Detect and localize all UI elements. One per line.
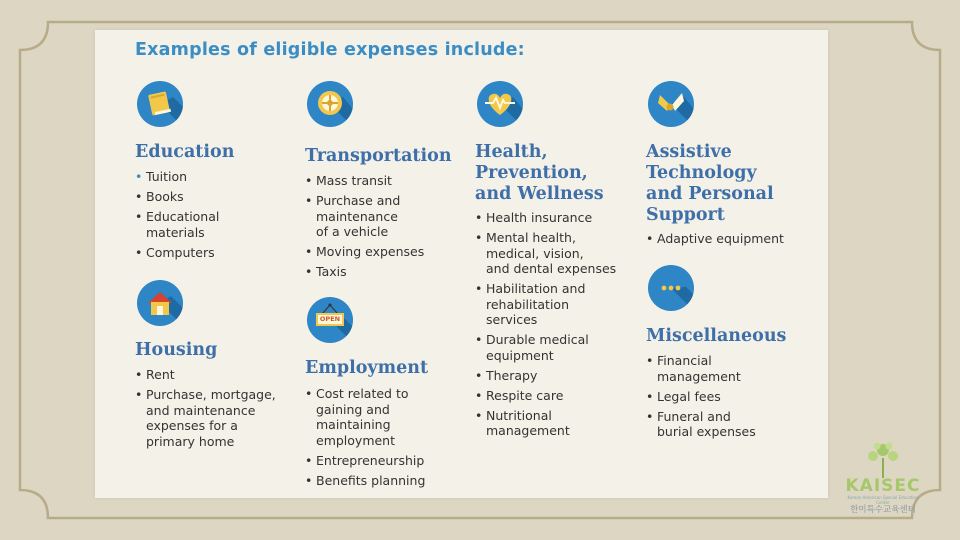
book-icon xyxy=(137,81,183,127)
category-title-housing: Housing xyxy=(135,340,218,360)
list-item: • Taxis xyxy=(305,264,465,280)
open-sign-text: OPEN xyxy=(319,315,341,323)
list-item: • Books xyxy=(135,189,295,205)
category-title-transportation: Transportation xyxy=(305,146,452,166)
logo-korean: 한미특수교육센터 xyxy=(850,505,916,515)
list-item: • Moving expenses xyxy=(305,244,465,260)
list-health xyxy=(475,210,640,443)
list-item: • Habilitation and rehabilitation services xyxy=(475,281,640,328)
logo-subtitle: Korean American Special Education Center xyxy=(847,495,919,505)
category-title-education: Education xyxy=(135,142,235,162)
list-item: • Mental health, medical, vision, and dental expenses xyxy=(475,230,640,277)
page-heading: Examples of eligible expenses include: xyxy=(135,40,525,60)
house-icon xyxy=(137,280,183,326)
list-item: • Health insurance xyxy=(475,210,640,226)
list-employment xyxy=(305,386,465,493)
list-item: • Nutritional management xyxy=(475,408,640,439)
list-item: • Therapy xyxy=(475,368,640,384)
list-item: • Educational materials xyxy=(135,209,295,240)
wheel-icon xyxy=(307,81,353,127)
kaisec-logo xyxy=(842,440,924,520)
list-item: • Mass transit xyxy=(305,173,465,189)
category-title-health: Health, Prevention, and Wellness xyxy=(475,142,604,204)
list-item: • Computers xyxy=(135,245,295,261)
list-item: • Purchase and maintenance of a vehicle xyxy=(305,193,465,240)
list-item: • Tuition xyxy=(135,169,295,185)
list-housing xyxy=(135,367,300,454)
list-item: • Purchase, mortgage, and maintenance expenses for a primary home xyxy=(135,387,300,449)
list-item: • Adaptive equipment xyxy=(646,231,816,247)
list-item: • Financial management xyxy=(646,353,816,384)
list-item: • Durable medical equipment xyxy=(475,332,640,363)
list-assistive xyxy=(646,231,816,251)
open-sign-icon xyxy=(307,297,353,343)
category-title-assistive: Assistive Technology and Personal Support xyxy=(646,142,774,225)
tree-icon xyxy=(842,440,924,480)
list-item: • Cost related to gaining and maintaining employment xyxy=(305,386,465,448)
list-item: • Benefits planning xyxy=(305,473,465,489)
helping-hands-icon xyxy=(648,81,694,127)
heart-pulse-icon xyxy=(477,81,523,127)
category-title-employment: Employment xyxy=(305,358,429,378)
logo-name: KAISEC xyxy=(845,476,921,496)
list-item: • Rent xyxy=(135,367,300,383)
list-item: • Respite care xyxy=(475,388,640,404)
list-miscellaneous xyxy=(646,353,816,444)
list-education xyxy=(135,169,295,265)
category-title-miscellaneous: Miscellaneous xyxy=(646,326,787,346)
list-item: • Entrepreneurship xyxy=(305,453,465,469)
ellipsis-icon xyxy=(648,265,694,311)
list-transportation xyxy=(305,173,465,284)
list-item: • Legal fees xyxy=(646,389,816,405)
list-item: • Funeral and burial expenses xyxy=(646,409,816,440)
